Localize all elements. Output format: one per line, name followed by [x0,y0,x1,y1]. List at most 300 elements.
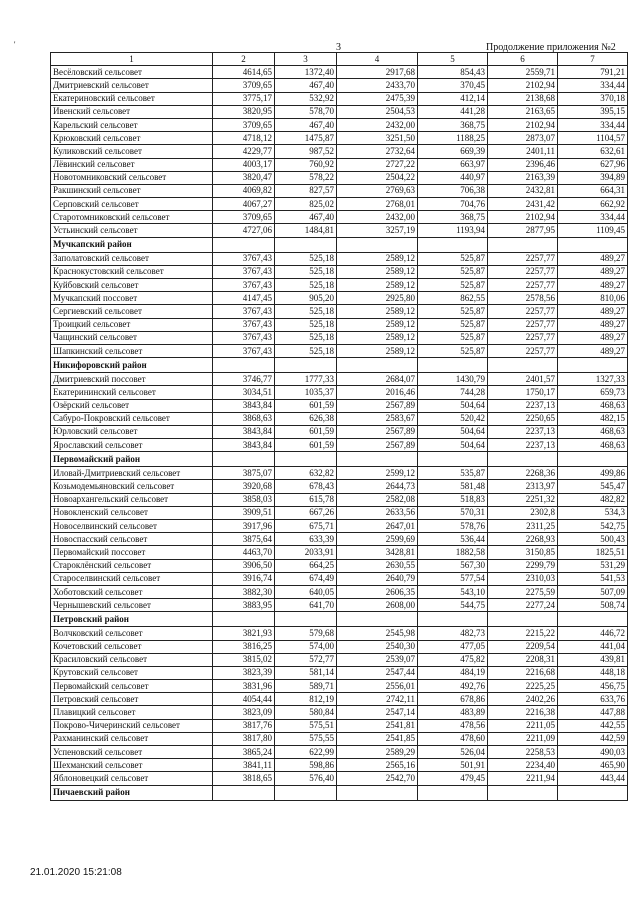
value-cell: 3709,65 [213,211,275,224]
value-cell: 2433,70 [337,79,418,92]
empty-cell [558,452,628,467]
table-row [51,666,628,679]
value-cell: 490,03 [558,746,628,759]
table-row [51,533,628,546]
table-row [51,719,628,732]
value-cell: 669,39 [418,145,488,158]
empty-cell [488,237,558,252]
value-cell: 4463,70 [213,546,275,559]
settlement-name: Ярославский сельсовет [51,439,213,452]
value-cell: 3831,96 [213,680,275,693]
empty-cell [418,358,488,373]
table-row [51,627,628,640]
value-cell: 525,87 [418,318,488,331]
continuation-title: Продолжение приложения №2 [486,42,616,53]
value-cell: 2216,38 [488,706,558,719]
settlement-name: Серповский сельсовет [51,198,213,211]
value-cell: 2268,36 [488,467,558,480]
value-cell: 4147,45 [213,292,275,305]
table-row [51,467,628,480]
value-cell: 467,40 [275,118,337,131]
value-cell: 544,75 [418,599,488,612]
empty-cell [213,612,275,627]
value-cell: 483,89 [418,706,488,719]
value-cell: 3257,19 [337,224,418,237]
value-cell: 3841,11 [213,759,275,772]
settlement-name: Первомайский поссовет [51,546,213,559]
empty-cell [558,237,628,252]
value-cell: 541,53 [558,572,628,585]
table-row [51,344,628,357]
table-row [51,331,628,344]
settlement-name: Новоспасский сельсовет [51,533,213,546]
settlement-name: Новоселвинский сельсовет [51,520,213,533]
value-cell: 4069,82 [213,184,275,197]
value-cell: 525,18 [275,344,337,357]
value-cell: 504,64 [418,425,488,438]
table-row [51,211,628,224]
value-cell: 525,18 [275,279,337,292]
table-row [51,585,628,598]
value-cell: 2589,12 [337,252,418,265]
value-cell: 3875,07 [213,467,275,480]
settlement-name: Сергиевский сельсовет [51,305,213,318]
value-cell: 674,49 [275,572,337,585]
value-cell: 567,30 [418,559,488,572]
empty-cell [213,358,275,373]
value-cell: 2599,69 [337,533,418,546]
value-cell: 1035,37 [275,386,337,399]
value-cell: 2589,12 [337,344,418,357]
value-cell: 2589,12 [337,318,418,331]
value-cell: 2567,89 [337,425,418,438]
value-cell: 3883,95 [213,599,275,612]
value-cell: 2732,64 [337,145,418,158]
settlement-name: Карельский сельсовет [51,118,213,131]
empty-cell [275,785,337,800]
value-cell: 439,81 [558,653,628,666]
value-cell: 334,44 [558,79,628,92]
settlement-name: Дмитриевский поссовет [51,373,213,386]
value-cell: 760,92 [275,158,337,171]
value-cell: 468,63 [558,439,628,452]
settlement-name: Сабуро-Покровский сельсовет [51,412,213,425]
value-cell: 3709,65 [213,118,275,131]
settlement-name: Куликовский сельсовет [51,145,213,158]
table-row [51,386,628,399]
value-cell: 1109,45 [558,224,628,237]
value-cell: 468,63 [558,425,628,438]
settlement-name: Ивенский сельсовет [51,105,213,118]
value-cell: 3917,96 [213,520,275,533]
settlement-name: Красиловский сельсовет [51,653,213,666]
value-cell: 2504,53 [337,105,418,118]
value-cell: 576,40 [275,772,337,785]
value-cell: 489,27 [558,318,628,331]
value-cell: 2545,98 [337,627,418,640]
value-cell: 2311,25 [488,520,558,533]
value-cell: 3858,03 [213,493,275,506]
value-cell: 492,76 [418,680,488,693]
settlement-name: Лёвинский сельсовет [51,158,213,171]
value-cell: 987,52 [275,145,337,158]
value-cell: 368,75 [418,211,488,224]
value-cell: 2582,08 [337,493,418,506]
table-row [51,79,628,92]
value-cell: 2547,14 [337,706,418,719]
settlement-name: Весёловский сельсовет [51,66,213,79]
column-header: 3 [275,53,337,66]
empty-cell [488,452,558,467]
table-row [51,439,628,452]
value-cell: 2237,13 [488,399,558,412]
value-cell: 2401,11 [488,145,558,158]
value-cell: 2647,01 [337,520,418,533]
value-cell: 601,59 [275,399,337,412]
settlement-name: Екатериновский сельсовет [51,92,213,105]
table-row [51,158,628,171]
value-cell: 3820,47 [213,171,275,184]
empty-cell [213,237,275,252]
value-cell: 2211,09 [488,732,558,745]
empty-cell [418,452,488,467]
value-cell: 2250,65 [488,412,558,425]
value-cell: 2608,00 [337,599,418,612]
column-header: 4 [337,53,418,66]
empty-cell [418,612,488,627]
value-cell: 2567,89 [337,399,418,412]
value-cell: 479,45 [418,772,488,785]
value-cell: 2257,77 [488,318,558,331]
settlement-name: Успеновский сельсовет [51,746,213,759]
table-row [51,746,628,759]
settlement-name: Козьмодемьяновский сельсовет [51,480,213,493]
value-cell: 2313,97 [488,480,558,493]
table-row [51,66,628,79]
value-cell: 2216,68 [488,666,558,679]
value-cell: 2727,22 [337,158,418,171]
value-cell: 4229,77 [213,145,275,158]
value-cell: 2208,31 [488,653,558,666]
value-cell: 2539,07 [337,653,418,666]
value-cell: 334,44 [558,211,628,224]
value-cell: 3767,43 [213,318,275,331]
value-cell: 854,43 [418,66,488,79]
settlement-name: Рахманинский сельсовет [51,732,213,745]
value-cell: 1825,51 [558,546,628,559]
value-cell: 3875,64 [213,533,275,546]
value-cell: 640,05 [275,585,337,598]
section-row [51,452,628,467]
value-cell: 581,48 [418,480,488,493]
value-cell: 2237,13 [488,439,558,452]
settlement-name: Кочетовский сельсовет [51,640,213,653]
value-cell: 1104,57 [558,132,628,145]
settlement-name: Хоботовский сельсовет [51,585,213,598]
value-cell: 2033,91 [275,546,337,559]
value-cell: 2211,05 [488,719,558,732]
table-row [51,105,628,118]
section-title: Никифоровский район [51,358,213,373]
empty-cell [418,785,488,800]
settlement-name: Яблоновецкий сельсовет [51,772,213,785]
table-row [51,480,628,493]
value-cell: 577,54 [418,572,488,585]
value-cell: 525,18 [275,252,337,265]
column-header-row [51,53,628,66]
value-cell: 2225,25 [488,680,558,693]
value-cell: 744,28 [418,386,488,399]
value-cell: 478,56 [418,719,488,732]
value-cell: 545,47 [558,480,628,493]
section-title: Первомайский район [51,452,213,467]
value-cell: 532,92 [275,92,337,105]
value-cell: 905,20 [275,292,337,305]
value-cell: 482,73 [418,627,488,640]
value-cell: 442,59 [558,732,628,745]
value-cell: 2567,89 [337,439,418,452]
value-cell: 633,76 [558,693,628,706]
value-cell: 791,21 [558,66,628,79]
table-body [51,53,628,801]
value-cell: 578,76 [418,520,488,533]
value-cell: 2163,39 [488,171,558,184]
table-row [51,265,628,278]
empty-cell [488,612,558,627]
table-row [51,506,628,519]
value-cell: 525,87 [418,331,488,344]
value-cell: 3909,51 [213,506,275,519]
value-cell: 4614,65 [213,66,275,79]
value-cell: 543,10 [418,585,488,598]
value-cell: 622,99 [275,746,337,759]
value-cell: 2310,03 [488,572,558,585]
value-cell: 572,77 [275,653,337,666]
value-cell: 2547,44 [337,666,418,679]
value-cell: 500,43 [558,533,628,546]
value-cell: 526,04 [418,746,488,759]
value-cell: 4067,27 [213,198,275,211]
value-cell: 812,19 [275,693,337,706]
value-cell: 2606,35 [337,585,418,598]
empty-cell [337,358,418,373]
settlement-name: Екатерининский сельсовет [51,386,213,399]
value-cell: 2432,81 [488,184,558,197]
table-row [51,145,628,158]
settlement-name: Петровский сельсовет [51,693,213,706]
table-row [51,171,628,184]
settlement-name: Крюковский сельсовет [51,132,213,145]
settlement-name: Шапкинский сельсовет [51,344,213,357]
table-row [51,373,628,386]
value-cell: 3818,65 [213,772,275,785]
value-cell: 447,88 [558,706,628,719]
value-cell: 2401,57 [488,373,558,386]
table-row [51,680,628,693]
value-cell: 504,64 [418,439,488,452]
value-cell: 632,82 [275,467,337,480]
settlement-name: Устьинский сельсовет [51,224,213,237]
settlement-name: Волчковский сельсовет [51,627,213,640]
value-cell: 525,87 [418,279,488,292]
value-cell: 446,72 [558,627,628,640]
value-cell: 1188,25 [418,132,488,145]
empty-cell [213,452,275,467]
value-cell: 2556,01 [337,680,418,693]
value-cell: 3868,63 [213,412,275,425]
value-cell: 2925,80 [337,292,418,305]
value-cell: 525,87 [418,265,488,278]
value-cell: 1777,33 [275,373,337,386]
settlement-name: Мучкапский поссовет [51,292,213,305]
value-cell: 525,87 [418,252,488,265]
value-cell: 2431,42 [488,198,558,211]
value-cell: 489,27 [558,344,628,357]
value-cell: 632,61 [558,145,628,158]
value-cell: 525,87 [418,305,488,318]
value-cell: 2402,26 [488,693,558,706]
table-row [51,559,628,572]
value-cell: 574,00 [275,640,337,653]
table-row [51,425,628,438]
value-cell: 827,57 [275,184,337,197]
value-cell: 489,27 [558,279,628,292]
value-cell: 2877,95 [488,224,558,237]
value-cell: 641,70 [275,599,337,612]
value-cell: 2396,46 [488,158,558,171]
value-cell: 2138,68 [488,92,558,105]
value-cell: 3150,85 [488,546,558,559]
settlement-name: Шехманский сельсовет [51,759,213,772]
value-cell: 536,44 [418,533,488,546]
value-cell: 4054,44 [213,693,275,706]
value-cell: 3767,43 [213,331,275,344]
value-cell: 706,38 [418,184,488,197]
table-row [51,318,628,331]
settlement-name: Иловай-Дмитриевский сельсовет [51,467,213,480]
table-row [51,92,628,105]
value-cell: 3817,80 [213,732,275,745]
value-cell: 678,86 [418,693,488,706]
settlement-name: Покрово-Чичеринский сельсовет [51,719,213,732]
value-cell: 2258,53 [488,746,558,759]
empty-cell [275,612,337,627]
table-row [51,224,628,237]
value-cell: 456,75 [558,680,628,693]
value-cell: 578,22 [275,171,337,184]
value-cell: 2102,94 [488,79,558,92]
value-cell: 518,83 [418,493,488,506]
table-row [51,132,628,145]
value-cell: 334,44 [558,118,628,131]
table-row [51,572,628,585]
value-cell: 412,14 [418,92,488,105]
value-cell: 579,68 [275,627,337,640]
value-cell: 2302,8 [488,506,558,519]
value-cell: 2583,67 [337,412,418,425]
settlement-name: Озёрский сельсовет [51,399,213,412]
value-cell: 3823,39 [213,666,275,679]
value-cell: 525,18 [275,265,337,278]
value-cell: 589,71 [275,680,337,693]
settlement-name: Первомайский сельсовет [51,680,213,693]
table-row [51,706,628,719]
value-cell: 477,05 [418,640,488,653]
value-cell: 1750,17 [488,386,558,399]
value-cell: 575,55 [275,732,337,745]
value-cell: 580,84 [275,706,337,719]
value-cell: 2541,85 [337,732,418,745]
value-cell: 441,04 [558,640,628,653]
section-row [51,612,628,627]
settlement-name: Дмитриевский сельсовет [51,79,213,92]
value-cell: 2540,30 [337,640,418,653]
section-title: Пичаевский район [51,785,213,800]
settlement-name: Плавицкий сельсовет [51,706,213,719]
settlement-name: Новоархангельский сельсовет [51,493,213,506]
settlement-name: Краснокустовский сельсовет [51,265,213,278]
settlement-name: Новокленский сельсовет [51,506,213,519]
value-cell: 2589,29 [337,746,418,759]
value-cell: 467,40 [275,79,337,92]
table-row [51,546,628,559]
table-row [51,279,628,292]
value-cell: 2917,68 [337,66,418,79]
settlement-name: Крутовский сельсовет [51,666,213,679]
value-cell: 3843,84 [213,439,275,452]
empty-cell [337,452,418,467]
page-number: 3 [336,42,341,53]
value-cell: 368,75 [418,118,488,131]
value-cell: 3767,43 [213,265,275,278]
value-cell: 2016,46 [337,386,418,399]
value-cell: 2102,94 [488,211,558,224]
settlement-name: Новотомниковский сельсовет [51,171,213,184]
value-cell: 2163,65 [488,105,558,118]
value-cell: 499,86 [558,467,628,480]
value-cell: 3817,76 [213,719,275,732]
value-cell: 2504,22 [337,171,418,184]
value-cell: 575,51 [275,719,337,732]
value-cell: 475,82 [418,653,488,666]
value-cell: 664,31 [558,184,628,197]
value-cell: 2257,77 [488,344,558,357]
value-cell: 570,31 [418,506,488,519]
value-cell: 2541,81 [337,719,418,732]
value-cell: 662,92 [558,198,628,211]
settlement-name: Заполатовский сельсовет [51,252,213,265]
value-cell: 465,90 [558,759,628,772]
value-cell: 2589,12 [337,279,418,292]
settlement-name: Куйбовский сельсовет [51,279,213,292]
value-cell: 825,02 [275,198,337,211]
value-cell: 2234,40 [488,759,558,772]
value-cell: 504,64 [418,399,488,412]
table-row [51,493,628,506]
table-row [51,640,628,653]
value-cell: 1484,81 [275,224,337,237]
empty-cell [275,358,337,373]
value-cell: 3815,02 [213,653,275,666]
value-cell: 525,18 [275,305,337,318]
value-cell: 442,55 [558,719,628,732]
value-cell: 3843,84 [213,399,275,412]
footer-timestamp: 21.01.2020 15:21:08 [30,867,122,878]
value-cell: 2542,70 [337,772,418,785]
value-cell: 2277,24 [488,599,558,612]
value-cell: 441,28 [418,105,488,118]
empty-cell [418,237,488,252]
